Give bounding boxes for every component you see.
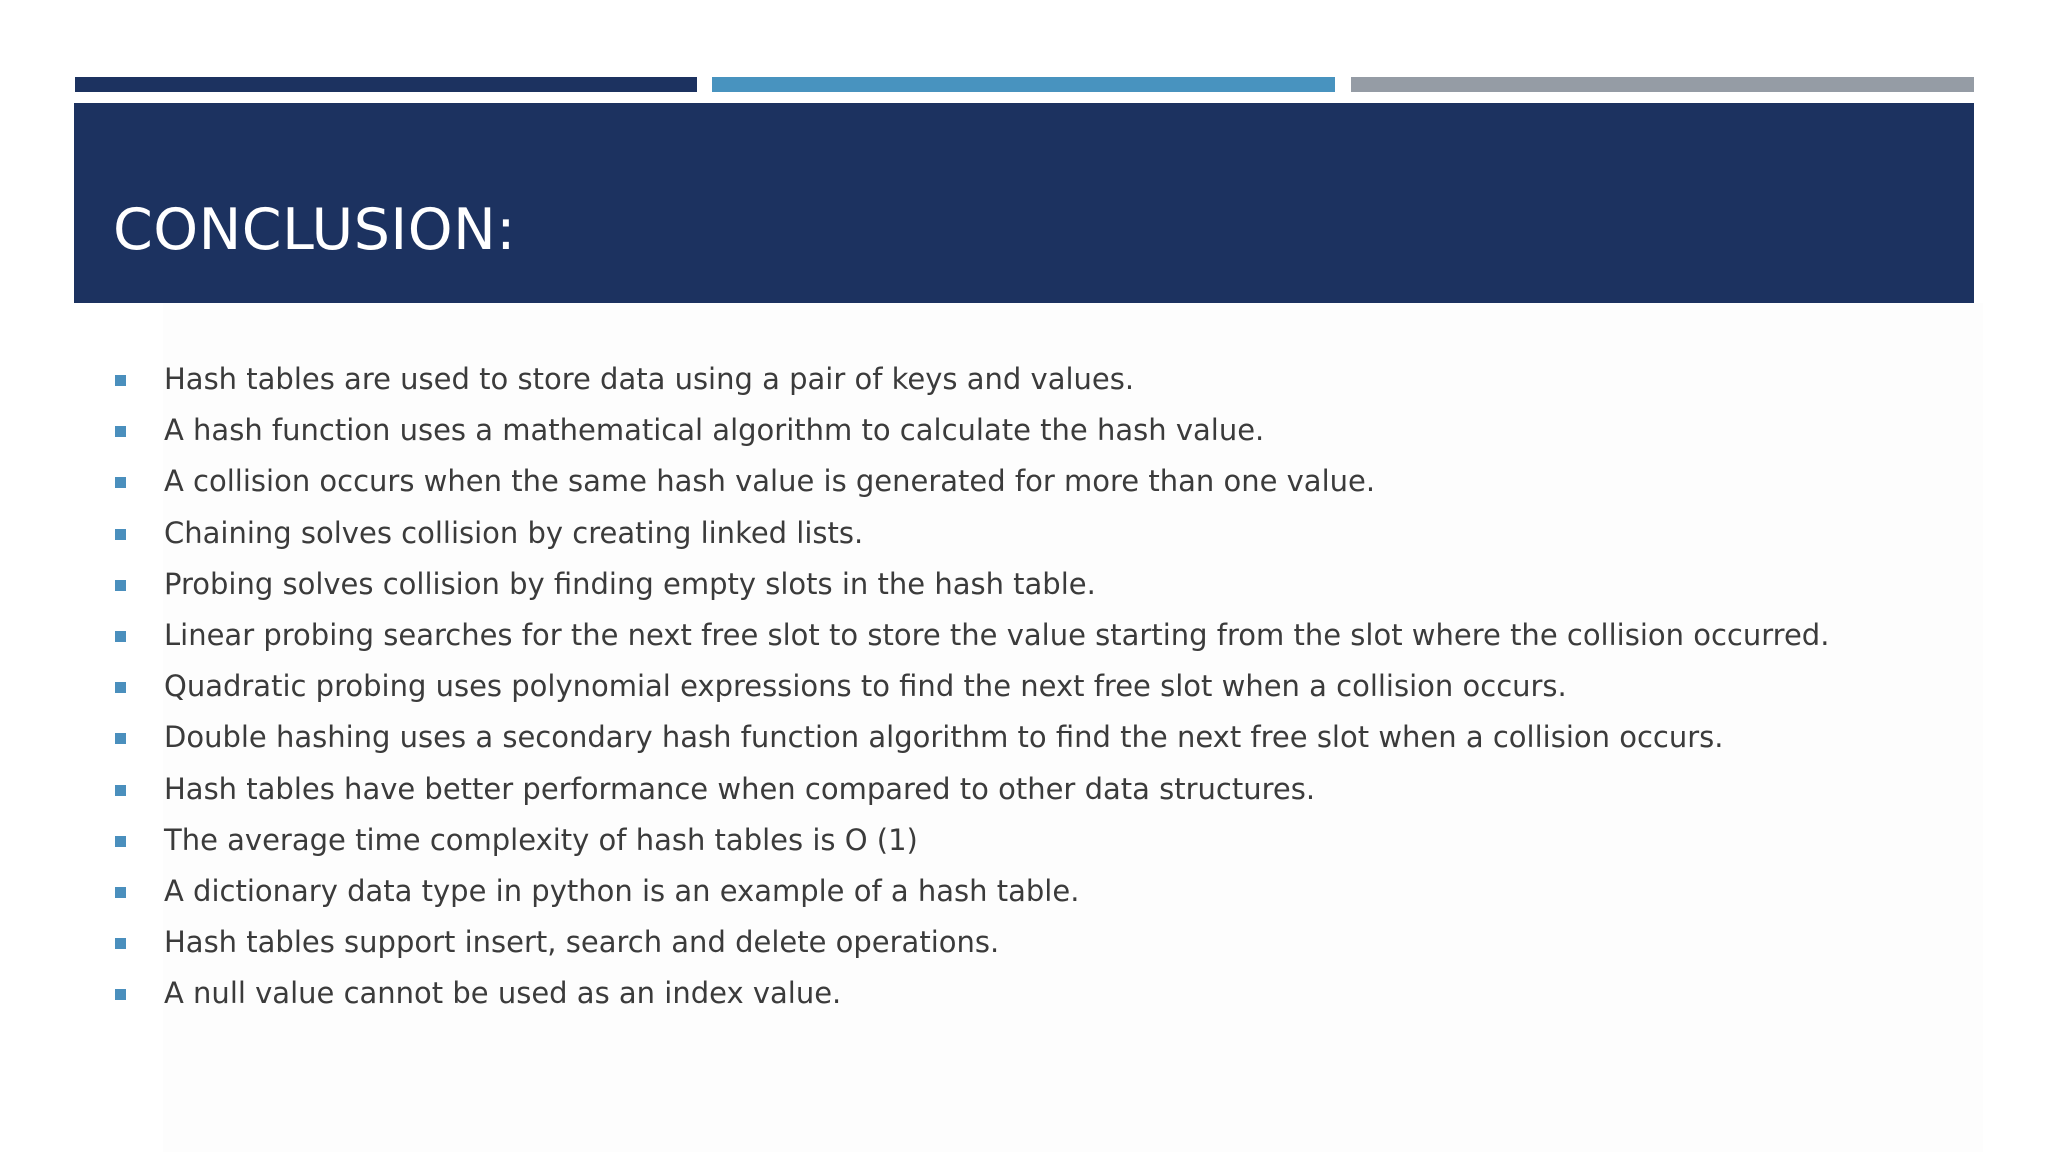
square-bullet-icon (115, 580, 126, 591)
square-bullet-icon (115, 989, 126, 1000)
bullet-text: A collision occurs when the same hash value is generated for more than one value. (164, 464, 1376, 499)
square-bullet-icon (115, 375, 126, 386)
square-bullet-icon (115, 733, 126, 744)
square-bullet-icon (115, 836, 126, 847)
square-bullet-icon (115, 682, 126, 693)
slide-title: CONCLUSION: (113, 197, 516, 263)
bullet-text: Hash tables support insert, search and delete operations. (164, 925, 1000, 960)
bullet-text: Hash tables are used to store data using a pair of keys and values. (164, 362, 1135, 396)
bullet-text: Double hashing uses a secondary hash function algorithm to find the next free slot when a collision occurs. (164, 720, 1724, 755)
square-bullet-icon (115, 477, 126, 488)
bullet-text: Linear probing searches for the next free slot to store the value starting from the slot where the collision occurred. (164, 617, 1830, 652)
square-bullet-icon (115, 426, 126, 437)
accent-bar-blue (712, 77, 1335, 92)
bullet-text: A null value cannot be used as an index value. (164, 976, 842, 1011)
accent-bar-dark (75, 77, 697, 92)
square-bullet-icon (115, 631, 126, 642)
square-bullet-icon (115, 887, 126, 898)
bullet-text: Quadratic probing uses polynomial expressions to find the next free slot when a collision occurs. (164, 669, 1567, 704)
bullet-text: Hash tables have better performance when compared to other data structures. (164, 771, 1316, 806)
bullet-text: A hash function uses a mathematical algorithm to calculate the hash value. (164, 413, 1265, 448)
bullet-text: Probing solves collision by finding empty slots in the hash table. (164, 566, 1096, 601)
accent-bar-gray (1351, 77, 1974, 92)
square-bullet-icon (115, 529, 126, 540)
bullet-text: Chaining solves collision by creating linked lists. (164, 515, 864, 550)
bullet-text: A dictionary data type in python is an example of a hash table. (164, 873, 1080, 908)
square-bullet-icon (115, 785, 126, 796)
bullet-text: The average time complexity of hash tables is O (1) (164, 822, 918, 857)
square-bullet-icon (115, 938, 126, 949)
